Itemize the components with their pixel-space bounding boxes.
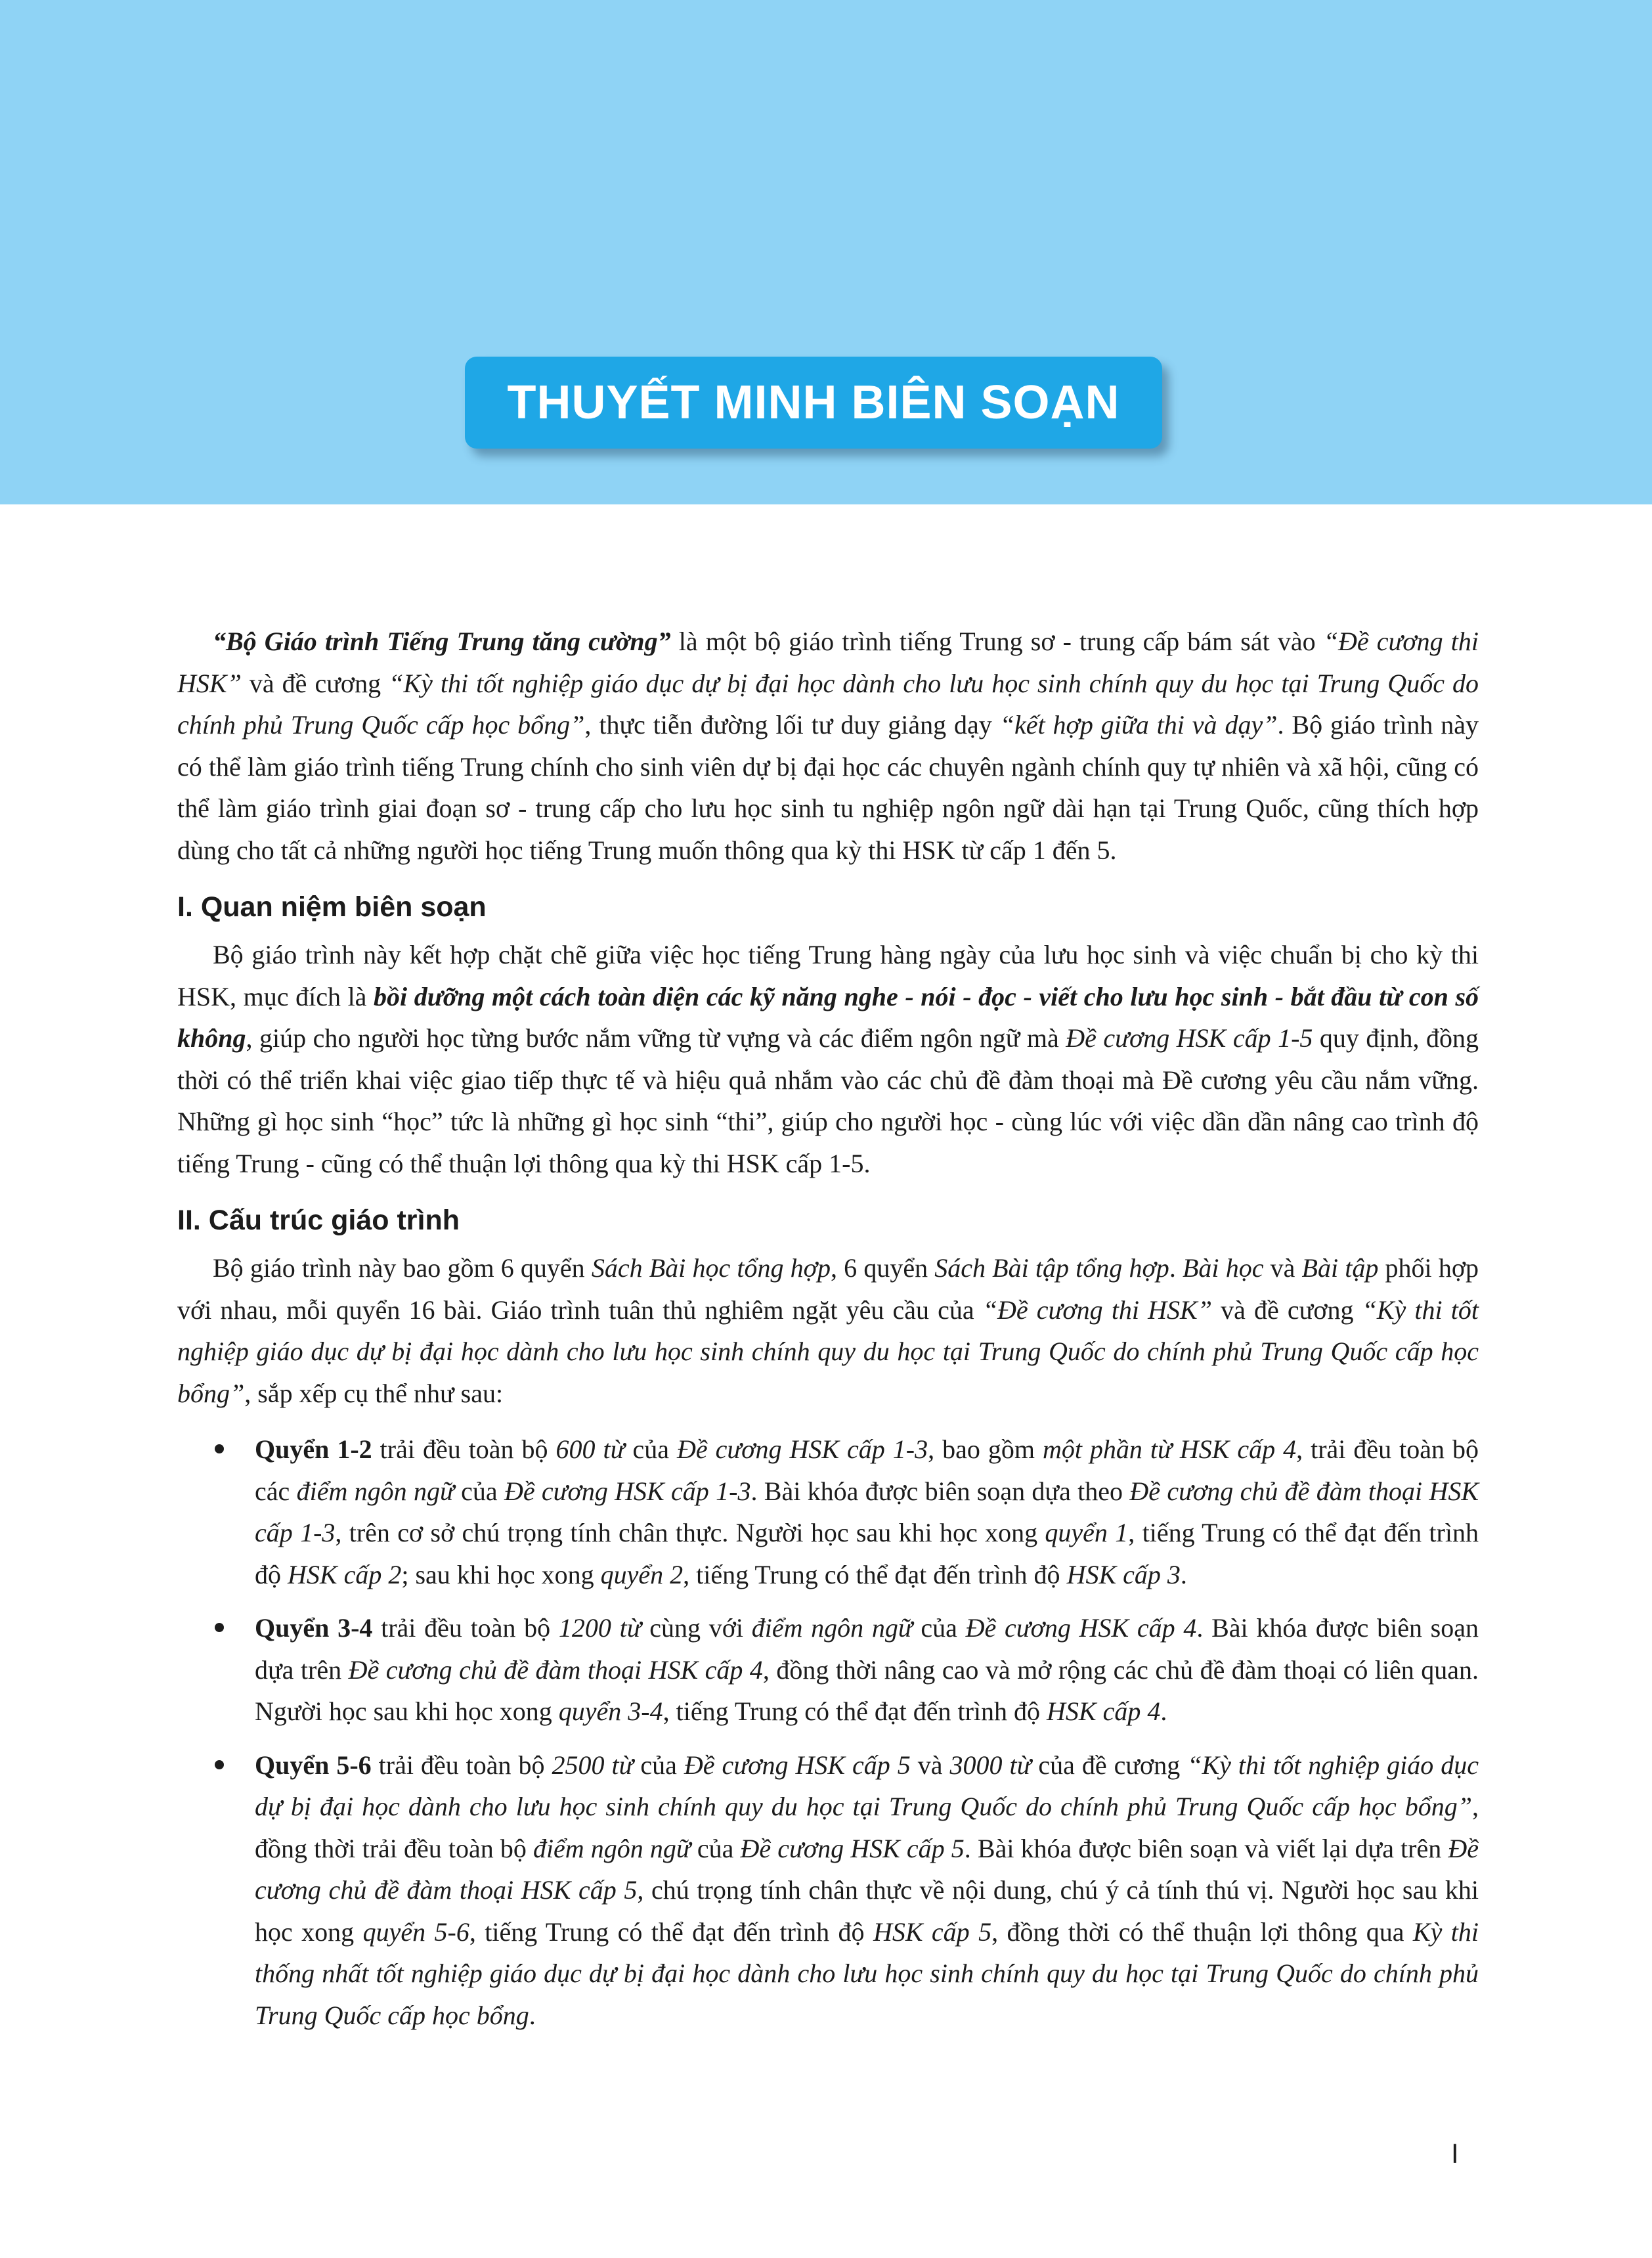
text-span: Đề cương HSK cấp 1-3: [504, 1476, 751, 1506]
text-span: cùng với: [641, 1613, 752, 1643]
text-span: Bài học: [1182, 1253, 1264, 1283]
text-span: là một bộ giáo trình tiếng Trung sơ - trung cấp bám sát vào: [670, 627, 1324, 656]
text-span: , trải đều toàn bộ các: [255, 1434, 1479, 1506]
text-span: 600 từ: [555, 1434, 625, 1464]
text-span: . Bài khóa được biên soạn và viết lại dựa trên: [964, 1833, 1448, 1863]
text-span: “Đề cương thi HSK”: [177, 627, 1479, 698]
text-span: .: [529, 2000, 536, 2030]
text-span: , đồng thời có thể thuận lợi thông qua: [991, 1916, 1413, 1947]
text-span: HSK cấp 2: [288, 1559, 402, 1589]
text-span: , đồng thời trải đều toàn bộ: [255, 1792, 1479, 1863]
book-series-name: “Bộ Giáo trình Tiếng Trung tăng cường”: [213, 627, 671, 656]
text-span: Quyển 1-2: [255, 1434, 372, 1464]
text-span: Đề cương chủ đề đàm thoại HSK cấp 4: [348, 1654, 763, 1685]
page-title: THUYẾT MINH BIÊN SOẠN: [507, 376, 1120, 429]
book-structure-list: [177, 1428, 1479, 2036]
text-span: điểm ngôn ngữ: [751, 1613, 913, 1643]
text-span: , giúp cho người học từng bước nắm vững từ vựng và các điểm ngôn ngữ mà: [246, 1023, 1066, 1053]
text-span: , tiếng Trung có thể đạt đến trình độ: [683, 1559, 1067, 1589]
text-span: của: [633, 1750, 684, 1780]
intro-paragraph: [177, 621, 1479, 871]
text-span: Đề cương HSK cấp 4: [965, 1613, 1197, 1643]
text-span: Quyển 5-6: [255, 1750, 372, 1780]
text-span: và: [1263, 1253, 1302, 1283]
text-span: phối hợp với nhau, mỗi quyển 16 bài. Giáo trình tuân thủ nghiêm ngặt yêu cầu của: [177, 1253, 1479, 1325]
text-span: trải đều toàn bộ: [372, 1434, 556, 1464]
text-span: 3000 từ: [949, 1750, 1032, 1780]
text-span: của: [912, 1613, 966, 1643]
section-heading-2: II. Cấu trúc giáo trình: [177, 1205, 460, 1236]
text-span: , tiếng Trung có thể đạt đến trình độ: [255, 1518, 1479, 1589]
text-span: . Bài khóa được biên soạn dựa trên: [255, 1613, 1479, 1685]
text-span: điểm ngôn ngữ: [296, 1476, 454, 1506]
text-span: điểm ngôn ngữ: [533, 1833, 691, 1863]
text-span: Quyển 3-4: [255, 1613, 373, 1643]
text-span: , trên cơ sở chú trọng tính chân thực. Người học sau khi học xong: [335, 1518, 1045, 1547]
text-span: và: [910, 1750, 950, 1780]
text-span: HSK cấp 3: [1066, 1559, 1181, 1589]
text-span: , sắp xếp cụ thể như sau:: [244, 1378, 504, 1408]
title-box: [465, 357, 1162, 449]
text-span: “Đề cương thi HSK”: [982, 1295, 1212, 1325]
text-span: “kết hợp giữa thi và dạy”: [999, 710, 1278, 740]
text-span: 1200 từ: [558, 1613, 641, 1643]
text-span: Bài tập: [1301, 1253, 1379, 1283]
text-span: 2500 từ: [552, 1750, 634, 1780]
document-body: [177, 621, 1479, 2048]
text-span: Bộ giáo trình này kết hợp chặt chẽ giữa việc học tiếng Trung hàng ngày của lưu học sinh và việc chuẩn bị cho kỳ thi HSK, mục đích là: [177, 940, 1479, 1011]
text-span: Sách Bài học tổng hợp: [591, 1253, 831, 1283]
text-span: quy định, đồng thời có thể triển khai việc giao tiếp thực tế và hiệu quả nhắm vào các chủ đề đàm thoại mà Đề cương yêu cầu nắm vững. Những gì học sinh “học” tức là những gì học sinh “thi”, giúp cho người học - cùng lúc với việc dần dần nâng cao trình độ tiếng Trung - cũng có thể thuận lợi thông qua kỳ thi HSK cấp 1-5.: [177, 1023, 1479, 1178]
text-span: và đề cương: [241, 668, 389, 698]
text-span: quyển 2: [600, 1559, 684, 1589]
list-item: [177, 1428, 1479, 1595]
text-span: của: [454, 1476, 504, 1506]
text-span: , tiếng Trung có thể đạt đến trình độ: [469, 1916, 873, 1947]
text-span: . Bài khóa được biên soạn dựa theo: [750, 1476, 1130, 1506]
text-span: , 6 quyển: [831, 1253, 935, 1283]
text-span: “Kỳ thi tốt nghiệp giáo dục dự bị đại học dành cho lưu học sinh chính quy du học tại Trung Quốc do chính phủ Trung Quốc cấp học bổng”: [177, 1295, 1479, 1408]
text-span: trải đều toàn bộ: [371, 1750, 552, 1780]
text-span: .: [1180, 1559, 1187, 1589]
text-span: .: [1160, 1696, 1167, 1726]
text-span: “Kỳ thi tốt nghiệp giáo dục dự bị đại học dành cho lưu học sinh chính quy du học tại Trung Quốc do chính phủ Trung Quốc cấp học bổng”: [177, 668, 1479, 740]
bullet-dot-icon: [215, 1760, 224, 1769]
list-item: [177, 1607, 1479, 1733]
text-span: , đồng thời nâng cao và mở rộng các chủ đề đàm thoại có liên quan. Người học sau khi học xong: [255, 1654, 1479, 1726]
text-span: Đề cương chủ đề đàm thoại HSK cấp 1-3: [255, 1476, 1479, 1547]
text-span: , chú trọng tính chân thực về nội dung, chú ý cả tính thú vị. Người học sau khi học xong: [255, 1875, 1479, 1947]
text-span: Đề cương HSK cấp 5: [684, 1750, 911, 1780]
text-span: quyển 1: [1045, 1518, 1129, 1547]
text-span: và đề cương: [1212, 1295, 1362, 1325]
text-span: , tiếng Trung có thể đạt đến trình độ: [663, 1696, 1047, 1726]
text-span: ; sau khi học xong: [401, 1559, 601, 1589]
text-span: .: [1169, 1253, 1183, 1283]
text-span: , bao gồm: [928, 1434, 1043, 1464]
bullet-dot-icon: [215, 1623, 224, 1632]
text-span: của đề cương: [1031, 1750, 1188, 1780]
section-2-paragraph: [177, 1247, 1479, 1414]
text-span: bồi dưỡng một cách toàn diện các kỹ năng nghe - nói - đọc - viết cho lưu học sinh - bắt đầu từ con số không: [177, 981, 1479, 1053]
text-span: “Kỳ thi tốt nghiệp giáo dục dự bị đại học dành cho lưu học sinh chính quy du học tại Trung Quốc do chính phủ Trung Quốc cấp học bổng”: [255, 1750, 1479, 1821]
text-span: Sách Bài tập tổng hợp: [934, 1253, 1169, 1283]
section-heading-1: I. Quan niệm biên soạn: [177, 891, 487, 923]
text-span: quyển 3-4: [558, 1696, 663, 1726]
text-span: Kỳ thi thống nhất tốt nghiệp giáo dục dự bị đại học dành cho lưu học sinh chính quy du học tại Trung Quốc do chính phủ Trung Quốc cấp học bổng: [255, 1916, 1479, 2030]
text-span: HSK cấp 4: [1047, 1696, 1161, 1726]
text-span: trải đều toàn bộ: [372, 1613, 559, 1643]
text-span: HSK cấp 5: [873, 1916, 992, 1947]
text-span: của: [690, 1833, 741, 1863]
text-span: Đề cương HSK cấp 5: [740, 1833, 965, 1863]
section-1-paragraph: [177, 934, 1479, 1184]
text-span: Đề cương HSK cấp 1-3: [676, 1434, 928, 1464]
text-span: , thực tiễn đường lối tư duy giảng dạy: [584, 710, 1000, 740]
bullet-dot-icon: [215, 1444, 224, 1453]
page-number: I: [1451, 2138, 1459, 2169]
text-span: Bộ giáo trình này bao gồm 6 quyển: [213, 1253, 592, 1283]
list-item: [177, 1744, 1479, 2037]
text-span: . Bộ giáo trình này có thể làm giáo trình tiếng Trung chính cho sinh viên dự bị đại học các chuyên ngành chính quy tự nhiên và xã hội, cũng có thể làm giáo trình giai đoạn sơ - trung cấp cho lưu học sinh tu nghiệp ngôn ngữ dài hạn tại Trung Quốc, cũng thích hợp dùng cho tất cả những người học tiếng Trung muốn thông qua kỳ thi HSK từ cấp 1 đến 5.: [177, 710, 1479, 865]
text-span: quyển 5-6: [362, 1916, 469, 1947]
text-span: của: [624, 1434, 677, 1464]
text-span: một phần từ HSK cấp 4: [1042, 1434, 1297, 1464]
text-span: Đề cương HSK cấp 1-5: [1066, 1023, 1313, 1053]
text-span: Đề cương chủ đề đàm thoại HSK cấp 5: [255, 1833, 1479, 1905]
